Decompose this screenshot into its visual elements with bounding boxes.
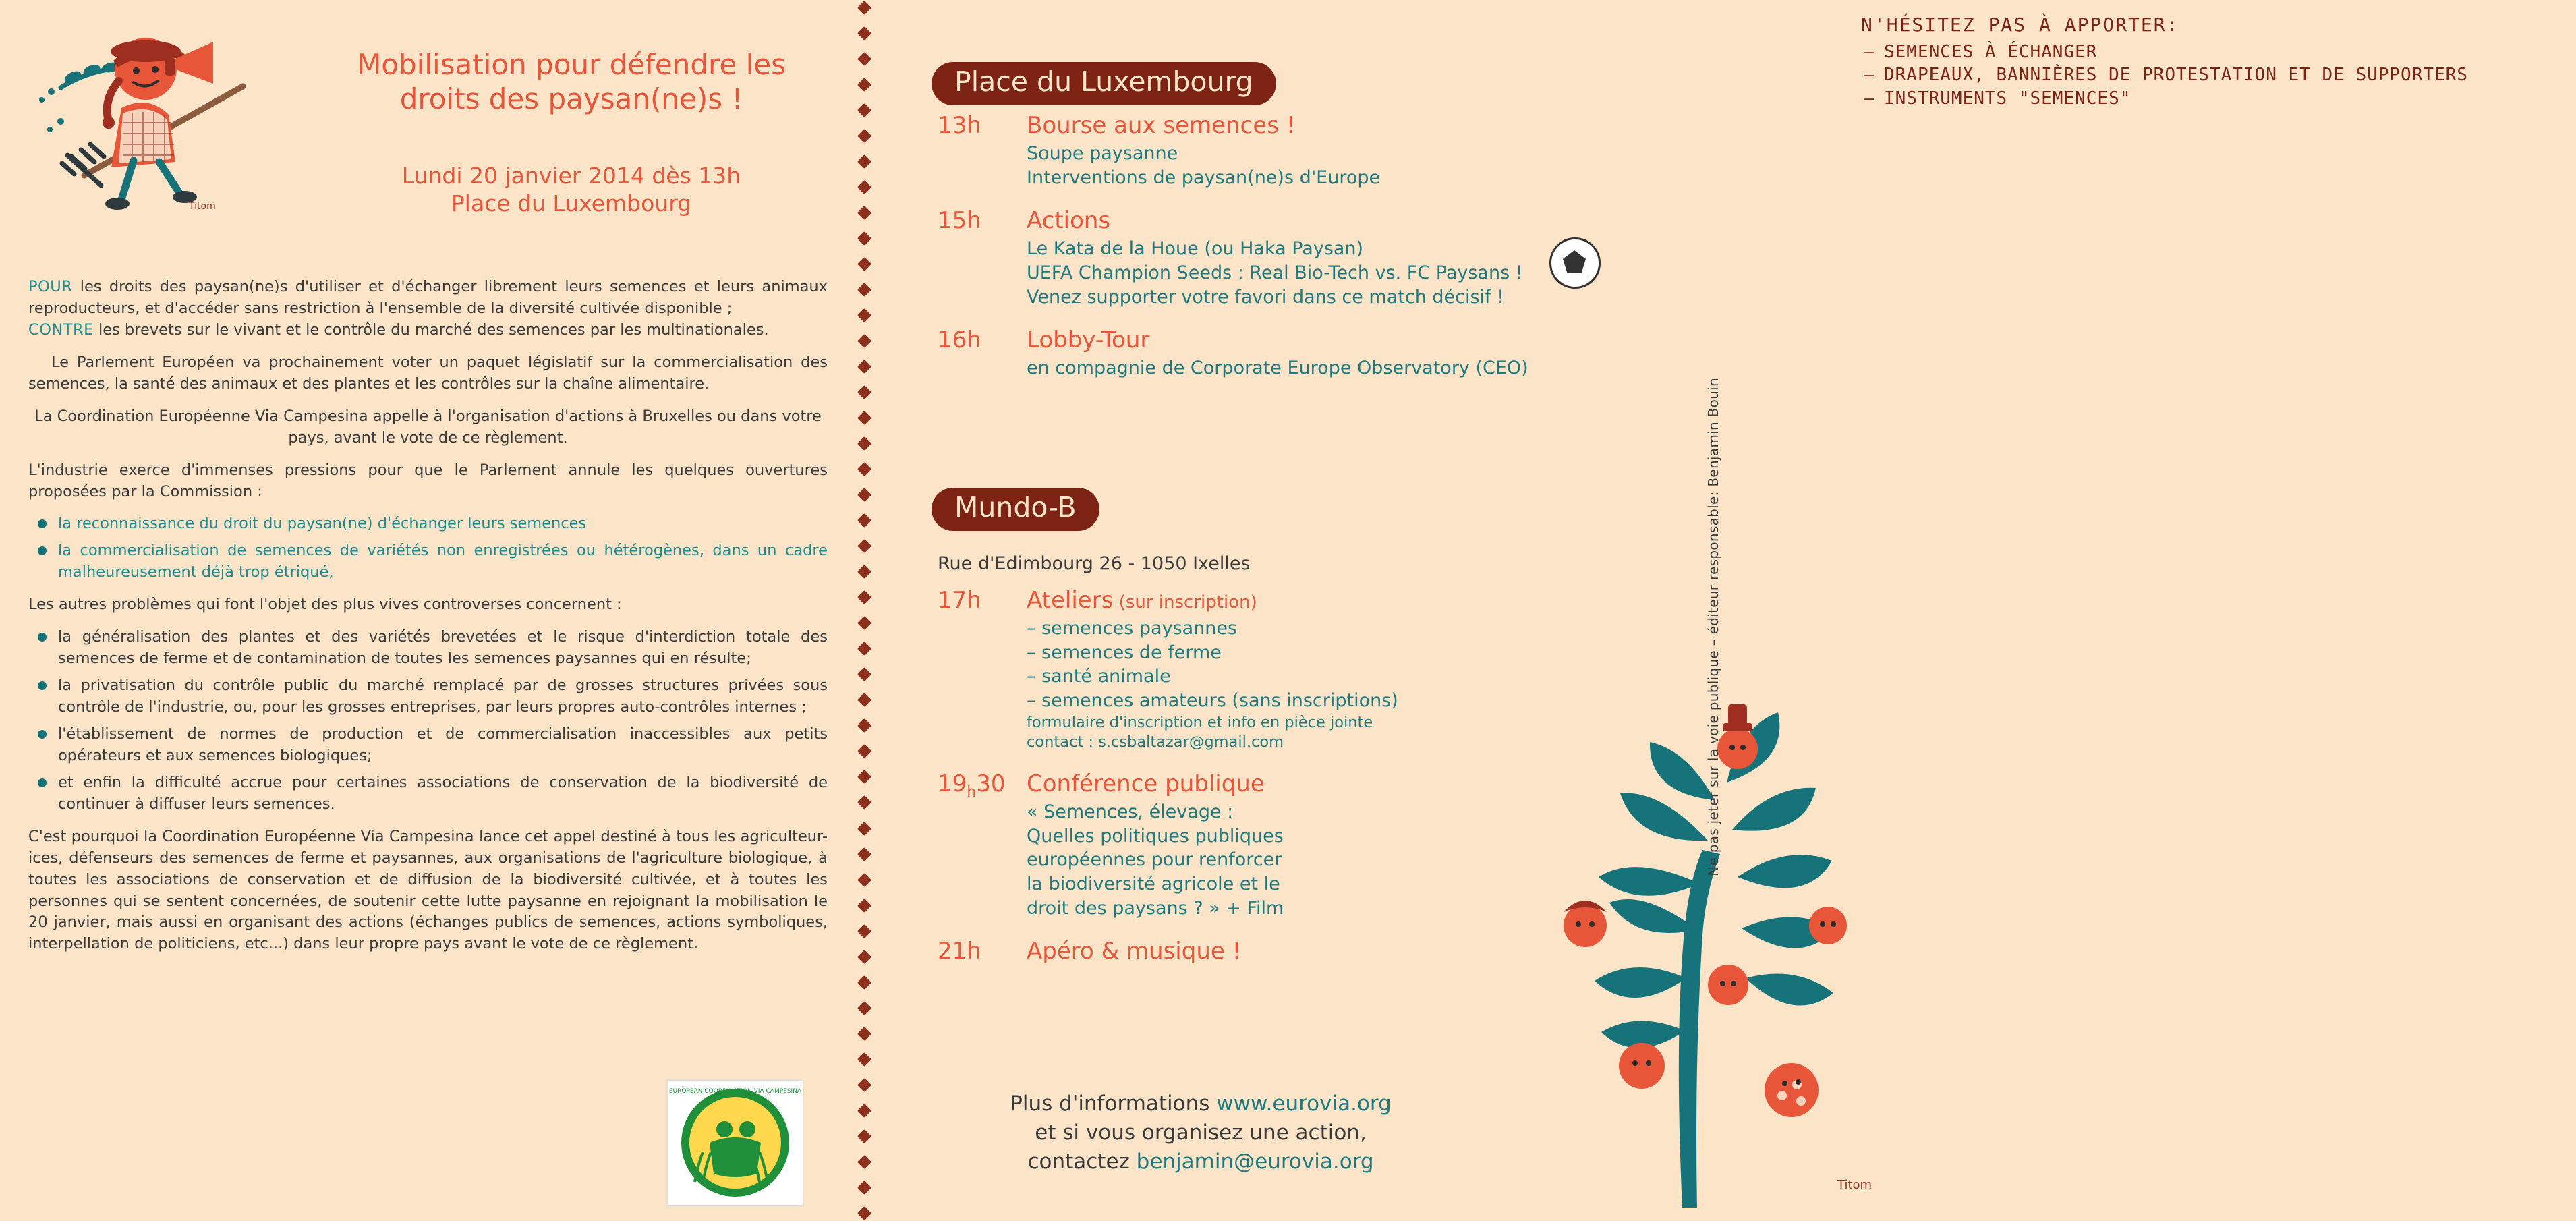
event-subtitle bbox=[335, 162, 807, 218]
more-info-line-2: et si vous organisez une action, bbox=[1035, 1120, 1367, 1145]
schedule-title: Lobby-Tour bbox=[1027, 326, 1150, 354]
schedule-entry bbox=[1027, 770, 1398, 920]
list-item: – INSTRUMENTS "SEMENCES" bbox=[1861, 87, 2576, 111]
schedule-row bbox=[938, 770, 1398, 920]
schedule-title: Actions bbox=[1027, 207, 1111, 235]
body-text bbox=[28, 277, 828, 966]
ecvc-logo bbox=[666, 1079, 804, 1207]
schedule-entry bbox=[1027, 938, 1398, 967]
schedule-title: Conférence publique bbox=[1027, 770, 1265, 797]
contact-email-line[interactable]: contact : s.csbaltazar@gmail.com bbox=[1027, 733, 1284, 751]
event-date: Lundi 20 janvier 2014 dès 13h bbox=[401, 163, 741, 189]
tomato-tree-illustration bbox=[1460, 661, 1905, 1208]
schedule-title bbox=[1027, 587, 1398, 614]
left-column bbox=[0, 0, 855, 1221]
bullet-list-ouvertures bbox=[28, 513, 828, 584]
list-item: – DRAPEAUX, BANNIÈRES DE PROTESTATION ET DE SUPPORTERS bbox=[1861, 63, 2576, 87]
bullet-text: la commercialisation de semences de variétés non enregistrées ou hétérogènes, dans un cadre malheureusement déjà trop étriqué, bbox=[58, 542, 828, 581]
schedule-detail: européennes pour renforcer bbox=[1027, 849, 1282, 871]
bullet-text: l'établissement de normes de production et de commercialisation inaccessibles aux petits opérateurs et aux semences biologiques; bbox=[58, 725, 828, 764]
apporter-list bbox=[1861, 40, 2576, 111]
schedule-detail: Venez supporter votre favori dans ce match décisif ! bbox=[1027, 286, 1504, 308]
event-location: Place du Luxembourg bbox=[451, 190, 692, 217]
bullet-text: la reconnaissance du droit du paysan(ne) d'échanger leurs semences bbox=[58, 515, 587, 533]
schedule-detail: – semences paysannes bbox=[1027, 618, 1238, 640]
schedule-place-du-luxembourg bbox=[938, 112, 1528, 398]
schedule-entry bbox=[1027, 326, 1528, 380]
website-link[interactable]: www.eurovia.org bbox=[1216, 1091, 1392, 1116]
list-item bbox=[28, 540, 828, 584]
schedule-mundo-b bbox=[938, 587, 1398, 985]
paragraph-appel: C'est pourquoi la Coordination Européenne Via Campesina lance cet appel destiné à tous les agriculteur-ices, défenseurs des semences de ferme et paysannes, aux organisations de l'agriculture biologique, à toutes les associations de conservation et de diffusion de la biodiversité cultivée, et à toutes les personnes qui se sentent concernées, de soutenir cette lutte paysanne en rejoignant la mobilisation le 20 janvier, mais aussi en organisant des actions (échanges publics de semences, actions symboliques, interpellation de politiciens, etc...) dans leur propre pays avant le vote de ce règlement. bbox=[28, 827, 828, 953]
schedule-time: 21h bbox=[938, 938, 981, 965]
pour-label: POUR bbox=[28, 278, 73, 295]
schedule-time: 17h bbox=[938, 587, 981, 614]
schedule-detail: Quelles politiques publiques bbox=[1027, 825, 1284, 847]
schedule-time bbox=[938, 770, 1027, 920]
farmer-mascot-illustration bbox=[20, 7, 317, 250]
list-item: – SEMENCES À ÉCHANGER bbox=[1861, 40, 2576, 64]
schedule-detail: en compagnie de Corporate Europe Observatory (CEO) bbox=[1027, 358, 1528, 379]
paragraph-coordination: La Coordination Européenne Via Campesina appelle à l'organisation d'actions à Bruxelles ou dans votre pays, avant le vote de ce règlement. bbox=[34, 407, 822, 447]
schedule-title-sub: (sur inscription) bbox=[1113, 592, 1257, 613]
apporter-header: N'HÉSITEZ PAS À APPORTER: bbox=[1861, 13, 2179, 36]
schedule-detail: Soupe paysanne bbox=[1027, 143, 1178, 165]
schedule-entry bbox=[1027, 207, 1528, 309]
dotted-divider bbox=[855, 0, 873, 1221]
schedule-entry bbox=[1027, 587, 1398, 753]
time-minutes: 30 bbox=[976, 770, 1006, 797]
svg-text:Titom: Titom bbox=[1837, 1178, 1872, 1192]
list-item bbox=[28, 675, 828, 718]
headline-line-1: Mobilisation pour défendre les bbox=[357, 48, 786, 81]
schedule-detail: droit des paysans ? » + Film bbox=[1027, 897, 1284, 919]
paragraph-autres: Les autres problèmes qui font l'objet des plus vives controverses concernent : bbox=[28, 596, 622, 614]
bullet-text: la privatisation du contrôle public du marché remplacé par de grosses structures privées sous contrôle de l'industrie, ou, pour les grosses entreprises, par leurs propres auto-contrôles internes ; bbox=[58, 677, 828, 716]
schedule-time: 16h bbox=[938, 326, 981, 354]
section-title-place-du-luxembourg: Place du Luxembourg bbox=[932, 62, 1276, 105]
right-column bbox=[873, 0, 2468, 1221]
time-hour: 19 bbox=[938, 770, 967, 797]
schedule-detail: – semences amateurs (sans inscriptions) bbox=[1027, 689, 1398, 711]
more-info-label: Plus d'informations bbox=[1010, 1091, 1217, 1116]
logo-text: EUROPEAN COORDINATION VIA CAMPESINA bbox=[668, 1088, 802, 1095]
apporter-note bbox=[1861, 12, 2576, 111]
list-item bbox=[28, 513, 828, 535]
paragraph-pour-contre bbox=[28, 277, 828, 341]
list-item bbox=[28, 724, 828, 767]
schedule-detail: UEFA Champion Seeds : Real Bio-Tech vs. FC Paysans ! bbox=[1027, 262, 1523, 284]
contact-email-link[interactable]: benjamin@eurovia.org bbox=[1136, 1149, 1374, 1174]
soccer-ball-icon bbox=[1549, 237, 1601, 289]
time-unit: h bbox=[967, 783, 977, 801]
schedule-row bbox=[938, 587, 1398, 753]
mundo-b-address: Rue d'Edimbourg 26 - 1050 Ixelles bbox=[938, 553, 1251, 574]
svg-text:Titom: Titom bbox=[189, 201, 216, 212]
schedule-detail: Le Kata de la Houe (ou Haka Paysan) bbox=[1027, 238, 1364, 260]
bullet-text: la généralisation des plantes et des variétés brevetées et le risque d'interdiction totale des semences de ferme et de contamination de toutes les semences paysannes qui en résulte; bbox=[58, 628, 828, 668]
paragraph-industrie: L'industrie exerce d'immenses pressions pour que le Parlement annule les quelques ouvertures proposées par la Commission : bbox=[28, 461, 828, 501]
bullet-list-problemes bbox=[28, 627, 828, 816]
list-item bbox=[28, 772, 828, 816]
schedule-time: 13h bbox=[938, 112, 981, 139]
paragraph-parlement: Le Parlement Européen va prochainement voter un paquet législatif sur la commercialisation des semences, la santé des animaux et des plantes et les contrôles sur la chaîne alimentaire. bbox=[28, 353, 828, 393]
schedule-detail: – santé animale bbox=[1027, 666, 1171, 687]
schedule-title: Bourse aux semences ! bbox=[1027, 112, 1296, 139]
list-item bbox=[28, 627, 828, 670]
schedule-detail: « Semences, élevage : bbox=[1027, 801, 1234, 823]
pour-text: les droits des paysan(ne)s d'utiliser et d'échanger librement leurs semences et leurs animaux reproducteurs, et d'accéder sans restriction à l'ensemble de la diversité cultivée disponible ; bbox=[28, 278, 828, 317]
schedule-entry bbox=[1027, 112, 1528, 190]
schedule-detail: – semences de ferme bbox=[1027, 642, 1222, 663]
bullet-text: et enfin la difficulté accrue pour certaines associations de conservation de la biodiversité de continuer à diffuser leurs semences. bbox=[58, 773, 828, 813]
schedule-detail: la biodiversité agricole et le bbox=[1027, 873, 1280, 895]
contre-text: les brevets sur le vivant et le contrôle du marché des semences par les multinationales. bbox=[93, 320, 769, 339]
schedule-row bbox=[938, 938, 1398, 967]
contact-label: contactez bbox=[1027, 1149, 1137, 1174]
schedule-detail: formulaire d'inscription et info en pièce jointe bbox=[1027, 713, 1373, 731]
page-title bbox=[335, 47, 807, 116]
schedule-row bbox=[938, 112, 1528, 190]
section-title-mundo-b: Mundo-B bbox=[932, 488, 1099, 531]
contre-label: CONTRE bbox=[28, 320, 94, 339]
schedule-time: 15h bbox=[938, 207, 981, 235]
more-information bbox=[931, 1089, 1470, 1176]
headline-line-2: droits des paysan(ne)s ! bbox=[399, 82, 743, 116]
schedule-detail: Interventions de paysan(ne)s d'Europe bbox=[1027, 167, 1381, 188]
schedule-title-main: Ateliers bbox=[1027, 587, 1114, 614]
schedule-row bbox=[938, 207, 1528, 309]
legal-notice: Ne pas jeter sur la voie publique – éditeur responsable: Benjamin Bouin bbox=[1705, 378, 1721, 876]
schedule-title: Apéro & musique ! bbox=[1027, 938, 1242, 965]
more-info-line-3 bbox=[931, 1147, 1470, 1176]
schedule-row bbox=[938, 326, 1528, 380]
